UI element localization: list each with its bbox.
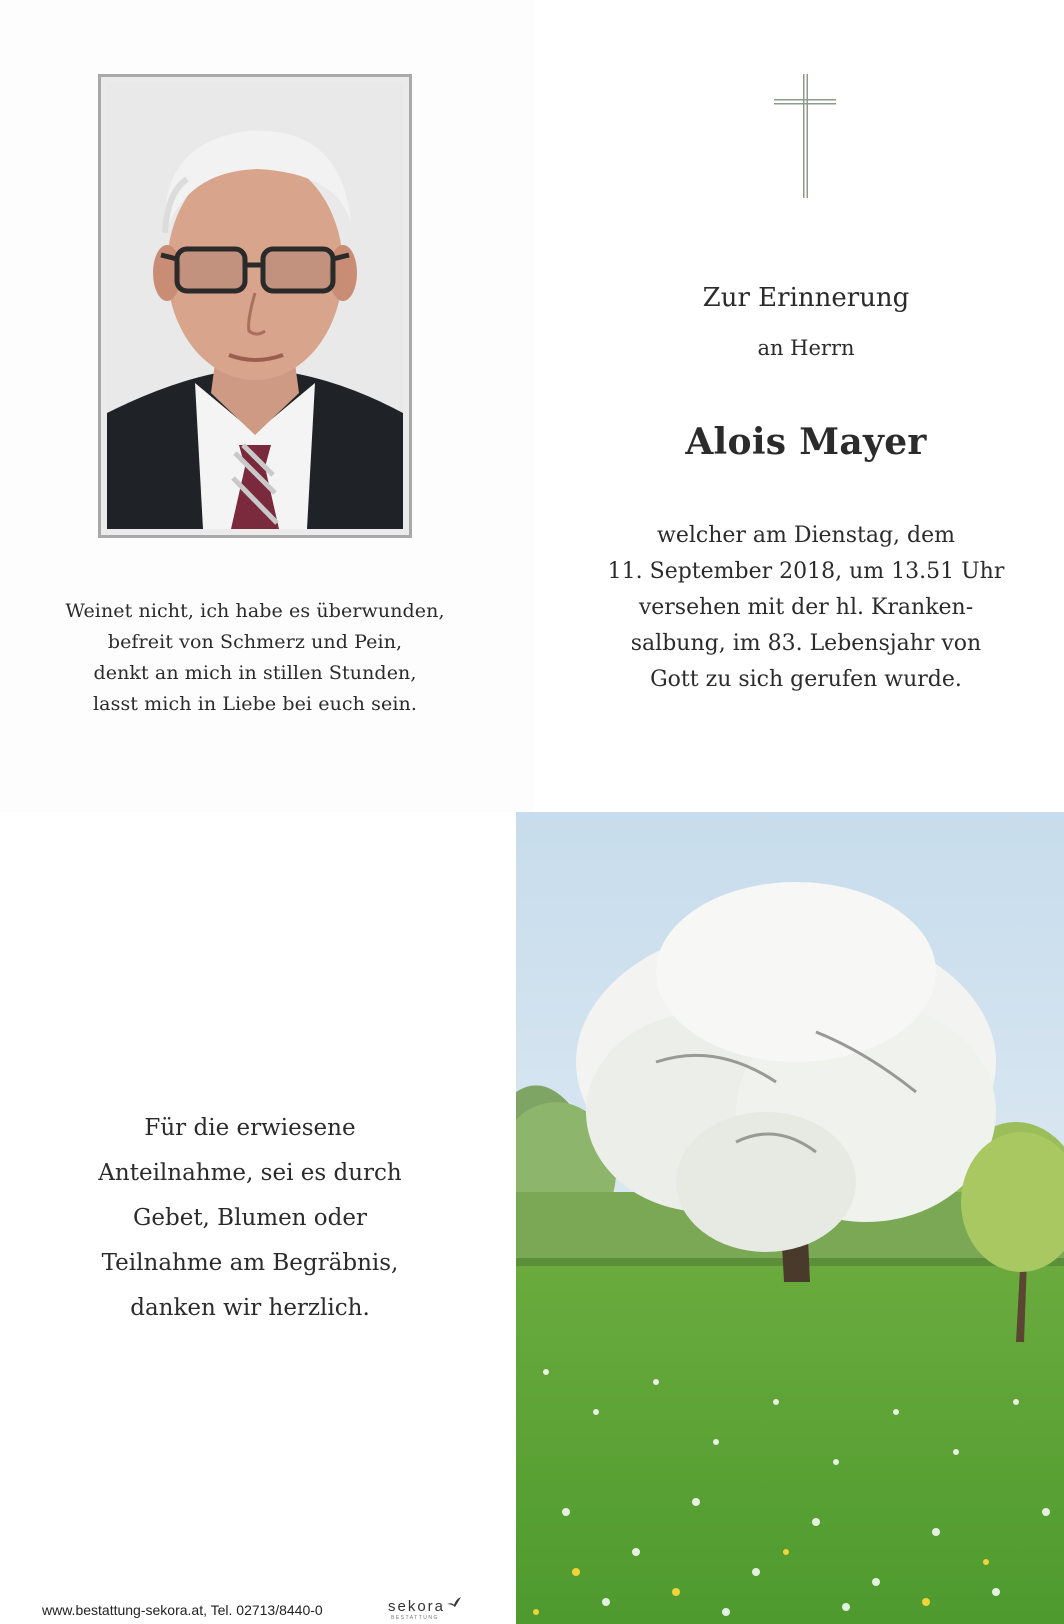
intro-heading: Zur Erinnerung <box>702 283 910 313</box>
thanks-line: Teilnahme am Begräbnis, <box>101 1250 399 1276</box>
bird-icon <box>446 1596 462 1608</box>
details-line: versehen mit der hl. Kranken- <box>638 595 974 620</box>
poem-line: befreit von Schmerz und Pein, <box>107 631 403 653</box>
sekora-logo <box>388 1598 446 1621</box>
details-line: 11. September 2018, um 13.51 Uhr <box>607 559 1005 584</box>
blossom-tree-image <box>516 812 1064 1624</box>
details-line: salbung, im 83. Lebensjahr von <box>630 631 982 656</box>
panel-portrait <box>0 0 534 812</box>
intro-subheading: an Herrn <box>757 336 855 360</box>
poem-line: Weinet nicht, ich habe es überwunden, <box>65 600 445 622</box>
panel-landscape <box>516 812 1064 1624</box>
poem-line: denkt an mich in stillen Stunden, <box>93 662 417 684</box>
logo-subtitle: BESTATTUNG <box>391 1615 439 1621</box>
thanks-line: Für die erwiesene <box>144 1115 356 1141</box>
thanks-line: danken wir herzlich. <box>130 1295 370 1321</box>
deceased-name: Alois Mayer <box>685 421 927 463</box>
cross-icon <box>770 72 840 200</box>
thanks-text <box>60 1106 440 1331</box>
footer-contact: www.bestattung-sekora.at, Tel. 02713/8440-0 <box>42 1602 323 1618</box>
poem <box>40 596 470 720</box>
death-details <box>556 518 1056 698</box>
poem-line: lasst mich in Liebe bei euch sein. <box>93 693 417 715</box>
thanks-line: Anteilnahme, sei es durch <box>98 1160 402 1186</box>
logo-word: sekora <box>388 1598 446 1615</box>
thanks-line: Gebet, Blumen oder <box>133 1205 367 1231</box>
portrait-photo <box>98 74 412 538</box>
details-line: Gott zu sich gerufen wurde. <box>650 667 962 692</box>
details-line: welcher am Dienstag, dem <box>656 523 956 548</box>
portrait-image <box>107 83 403 529</box>
